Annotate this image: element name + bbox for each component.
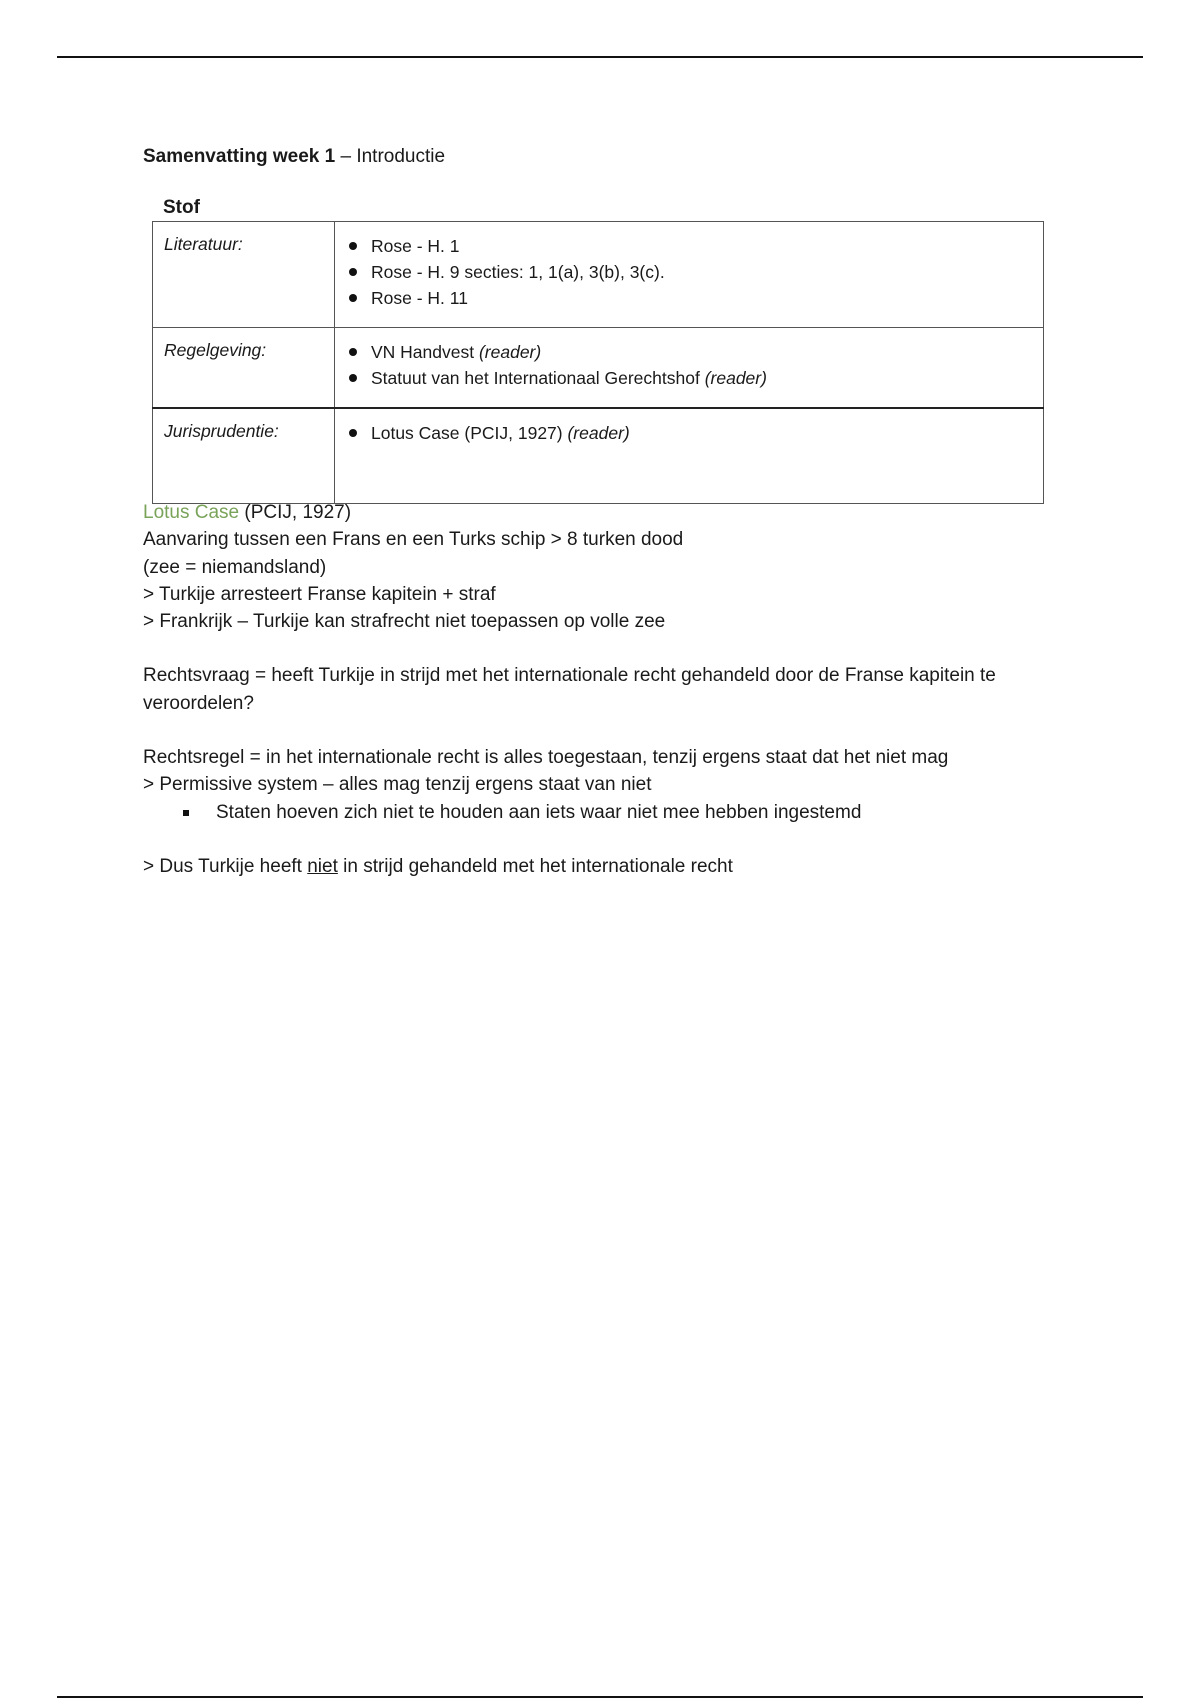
list-item: Rose - H. 11 [371,285,1043,311]
page-title [143,145,445,169]
item-italic: (reader) [478,342,542,362]
title-rest: – Introductie [335,146,446,167]
list-item [371,339,1043,365]
case-heading [143,499,1093,526]
conclusion-pre: > Dus Turkije heeft [143,855,308,877]
case-citation: (PCIJ, 1927) [239,502,352,523]
case-line: > Turkije arresteert Franse kapitein + straf [143,583,496,605]
case-line: > Frankrijk – Turkije kan strafrecht niet toepassen op volle zee [143,611,666,633]
sub-bullet-text: Staten hoeven zich niet te houden aan iets waar niet mee hebben ingestemd [216,801,862,823]
row-label: Literatuur: [153,222,335,328]
conclusion [143,853,1093,880]
legal-rule: Rechtsregel = in het internationale recht is alles toegestaan, tenzij ergens staat dat het niet mag [143,747,949,769]
list-item: Rose - H. 1 [371,233,1043,259]
header-rule [57,56,1143,58]
case-summary [143,499,1093,880]
list-item [371,420,1043,446]
row-label: Jurisprudentie: [153,408,335,504]
stof-heading: Stof [163,197,200,218]
conclusion-post: in strijd gehandeld met het internationale recht [337,855,733,877]
conclusion-underlined: niet [307,855,338,877]
footer-rule [57,1696,1143,1698]
title-bold: Samenvatting week 1 [143,146,336,167]
row-label: Regelgeving: [153,328,335,409]
list-item: Rose - H. 9 secties: 1, 1(a), 3(b), 3(c). [371,259,1043,285]
case-name: Lotus Case [143,502,240,523]
item-text: VN Handvest [371,342,479,362]
table-row [153,328,1044,409]
literature-list [335,233,1043,311]
table-row [153,408,1044,504]
case-line: (zee = niemandsland) [143,556,327,578]
item-italic: (reader) [704,368,767,388]
item-text: Lotus Case (PCIJ, 1927) [371,423,568,443]
legal-question: Rechtsvraag = heeft Turkije in strijd met het internationale recht gehandeld door de Franse kapitein te veroordelen? [143,665,996,714]
case-line: Aanvaring tussen een Frans en een Turks schip > 8 turken dood [143,529,684,551]
permissive-system: > Permissive system – alles mag tenzij ergens staat van niet [143,774,652,796]
regulation-list [335,339,1043,391]
sub-bullet [143,799,1093,826]
item-text: Statuut van het Internationaal Gerechtshof [371,368,705,388]
case-law-list [335,420,1043,446]
table-row [153,222,1044,328]
list-item [371,365,1043,391]
item-italic: (reader) [567,423,630,443]
stof-table [152,221,1044,504]
square-bullet-icon [183,810,189,816]
